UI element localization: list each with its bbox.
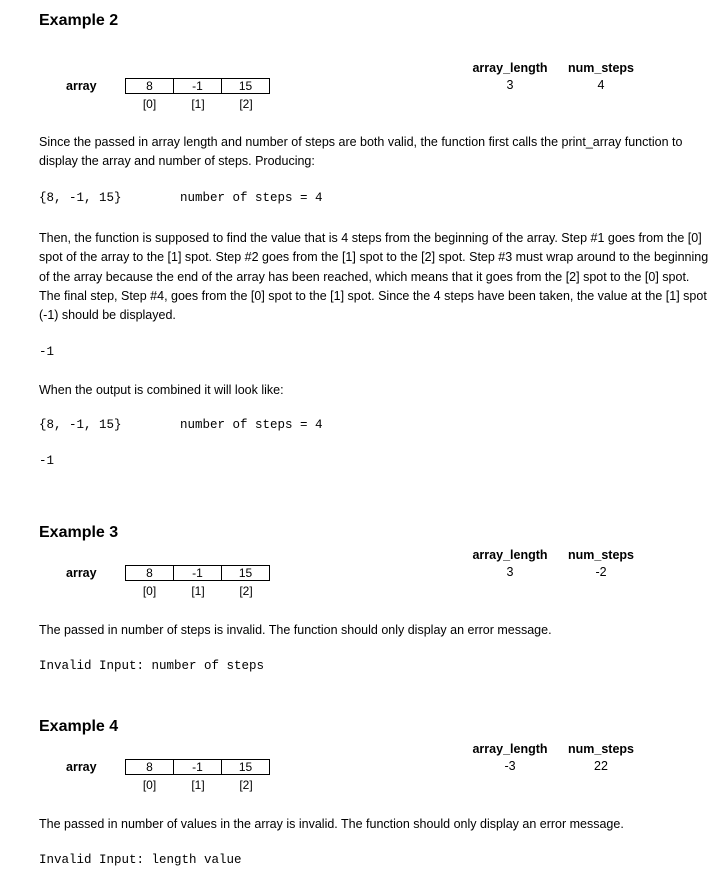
array-cell-1: -1 xyxy=(174,759,222,775)
code-output-value: -1 xyxy=(39,345,55,359)
array-index-0: [0] xyxy=(142,584,157,598)
num-steps-label: num_steps xyxy=(568,548,634,562)
array-cell-2: 15 xyxy=(222,759,270,775)
array-index-0: [0] xyxy=(142,778,157,792)
code-error-length: Invalid Input: length value xyxy=(39,853,242,867)
array-length-column xyxy=(466,547,554,581)
array-index-2: [2] xyxy=(239,584,253,598)
code-combined-array: {8, -1, 15} xyxy=(39,418,122,432)
code-output-array: {8, -1, 15} xyxy=(39,191,122,205)
array-length-value: -3 xyxy=(504,759,516,773)
code-combined-steps: number of steps = 4 xyxy=(180,418,323,432)
array-index-1: [1] xyxy=(191,584,205,598)
array-cell-1: -1 xyxy=(174,565,222,581)
paragraph-invalid-steps: The passed in number of steps is invalid. The function should only display an error message. xyxy=(39,623,552,637)
array-index-1: [1] xyxy=(191,97,205,111)
array-length-label: array_length xyxy=(472,61,548,75)
code-output-steps: number of steps = 4 xyxy=(180,191,323,205)
array-length-label: array_length xyxy=(472,742,548,756)
num-steps-value: -2 xyxy=(595,565,607,579)
array-index-2: [2] xyxy=(239,97,253,111)
code-error-steps: Invalid Input: number of steps xyxy=(39,659,265,673)
array-length-column xyxy=(466,741,554,775)
array-cell-0: 8 xyxy=(125,565,174,581)
example-4-heading: Example 4 xyxy=(39,718,119,735)
num-steps-column xyxy=(562,60,640,94)
paragraph-valid-intro: Since the passed in array length and number of steps are both valid, the function first calls the print_array function to display the array and number of steps. Producing: xyxy=(39,135,683,169)
example-2-heading: Example 2 xyxy=(39,12,119,29)
num-steps-label: num_steps xyxy=(568,742,634,756)
array-index-1: [1] xyxy=(191,778,205,792)
array-index-2: [2] xyxy=(239,778,253,792)
num-steps-column xyxy=(562,741,640,775)
array-label: array xyxy=(66,79,97,93)
array-length-value: 3 xyxy=(506,78,514,92)
array-index-0: [0] xyxy=(142,97,157,111)
num-steps-value: 22 xyxy=(594,759,608,773)
array-diagram xyxy=(125,565,270,598)
array-label: array xyxy=(66,566,97,580)
code-combined-value: -1 xyxy=(39,454,55,468)
array-cell-2: 15 xyxy=(222,565,270,581)
paragraph-combined: When the output is combined it will look like: xyxy=(39,383,284,397)
num-steps-column xyxy=(562,547,640,581)
array-cell-2: 15 xyxy=(222,78,270,94)
array-cell-1: -1 xyxy=(174,78,222,94)
array-length-column xyxy=(466,60,554,94)
example-3-heading: Example 3 xyxy=(39,524,119,541)
array-diagram xyxy=(125,78,270,111)
array-cell-0: 8 xyxy=(125,78,174,94)
array-cell-0: 8 xyxy=(125,759,174,775)
array-length-label: array_length xyxy=(472,548,548,562)
paragraph-steps-explanation: Then, the function is supposed to find the value that is 4 steps from the beginning of the array. Step #1 goes from the [0] spot of the array to the [1] spot. Step #2 goes from the [1] spot to the [2] spot. Step #3 must wrap around to the beginning of the array because the end of the array has been reached, which means that it goes from the [2] spot to the [0] spot. The final step, Step #4, goes from the [0] spot to the [1] spot. Since the 4 steps have been taken, the value at the [1] spot (-1) should be displayed. xyxy=(39,231,709,323)
num-steps-label: num_steps xyxy=(568,61,634,75)
array-label: array xyxy=(66,760,97,774)
array-diagram xyxy=(125,759,270,792)
num-steps-value: 4 xyxy=(597,78,605,92)
paragraph-invalid-length: The passed in number of values in the array is invalid. The function should only display an error message. xyxy=(39,817,624,831)
array-length-value: 3 xyxy=(506,565,514,579)
